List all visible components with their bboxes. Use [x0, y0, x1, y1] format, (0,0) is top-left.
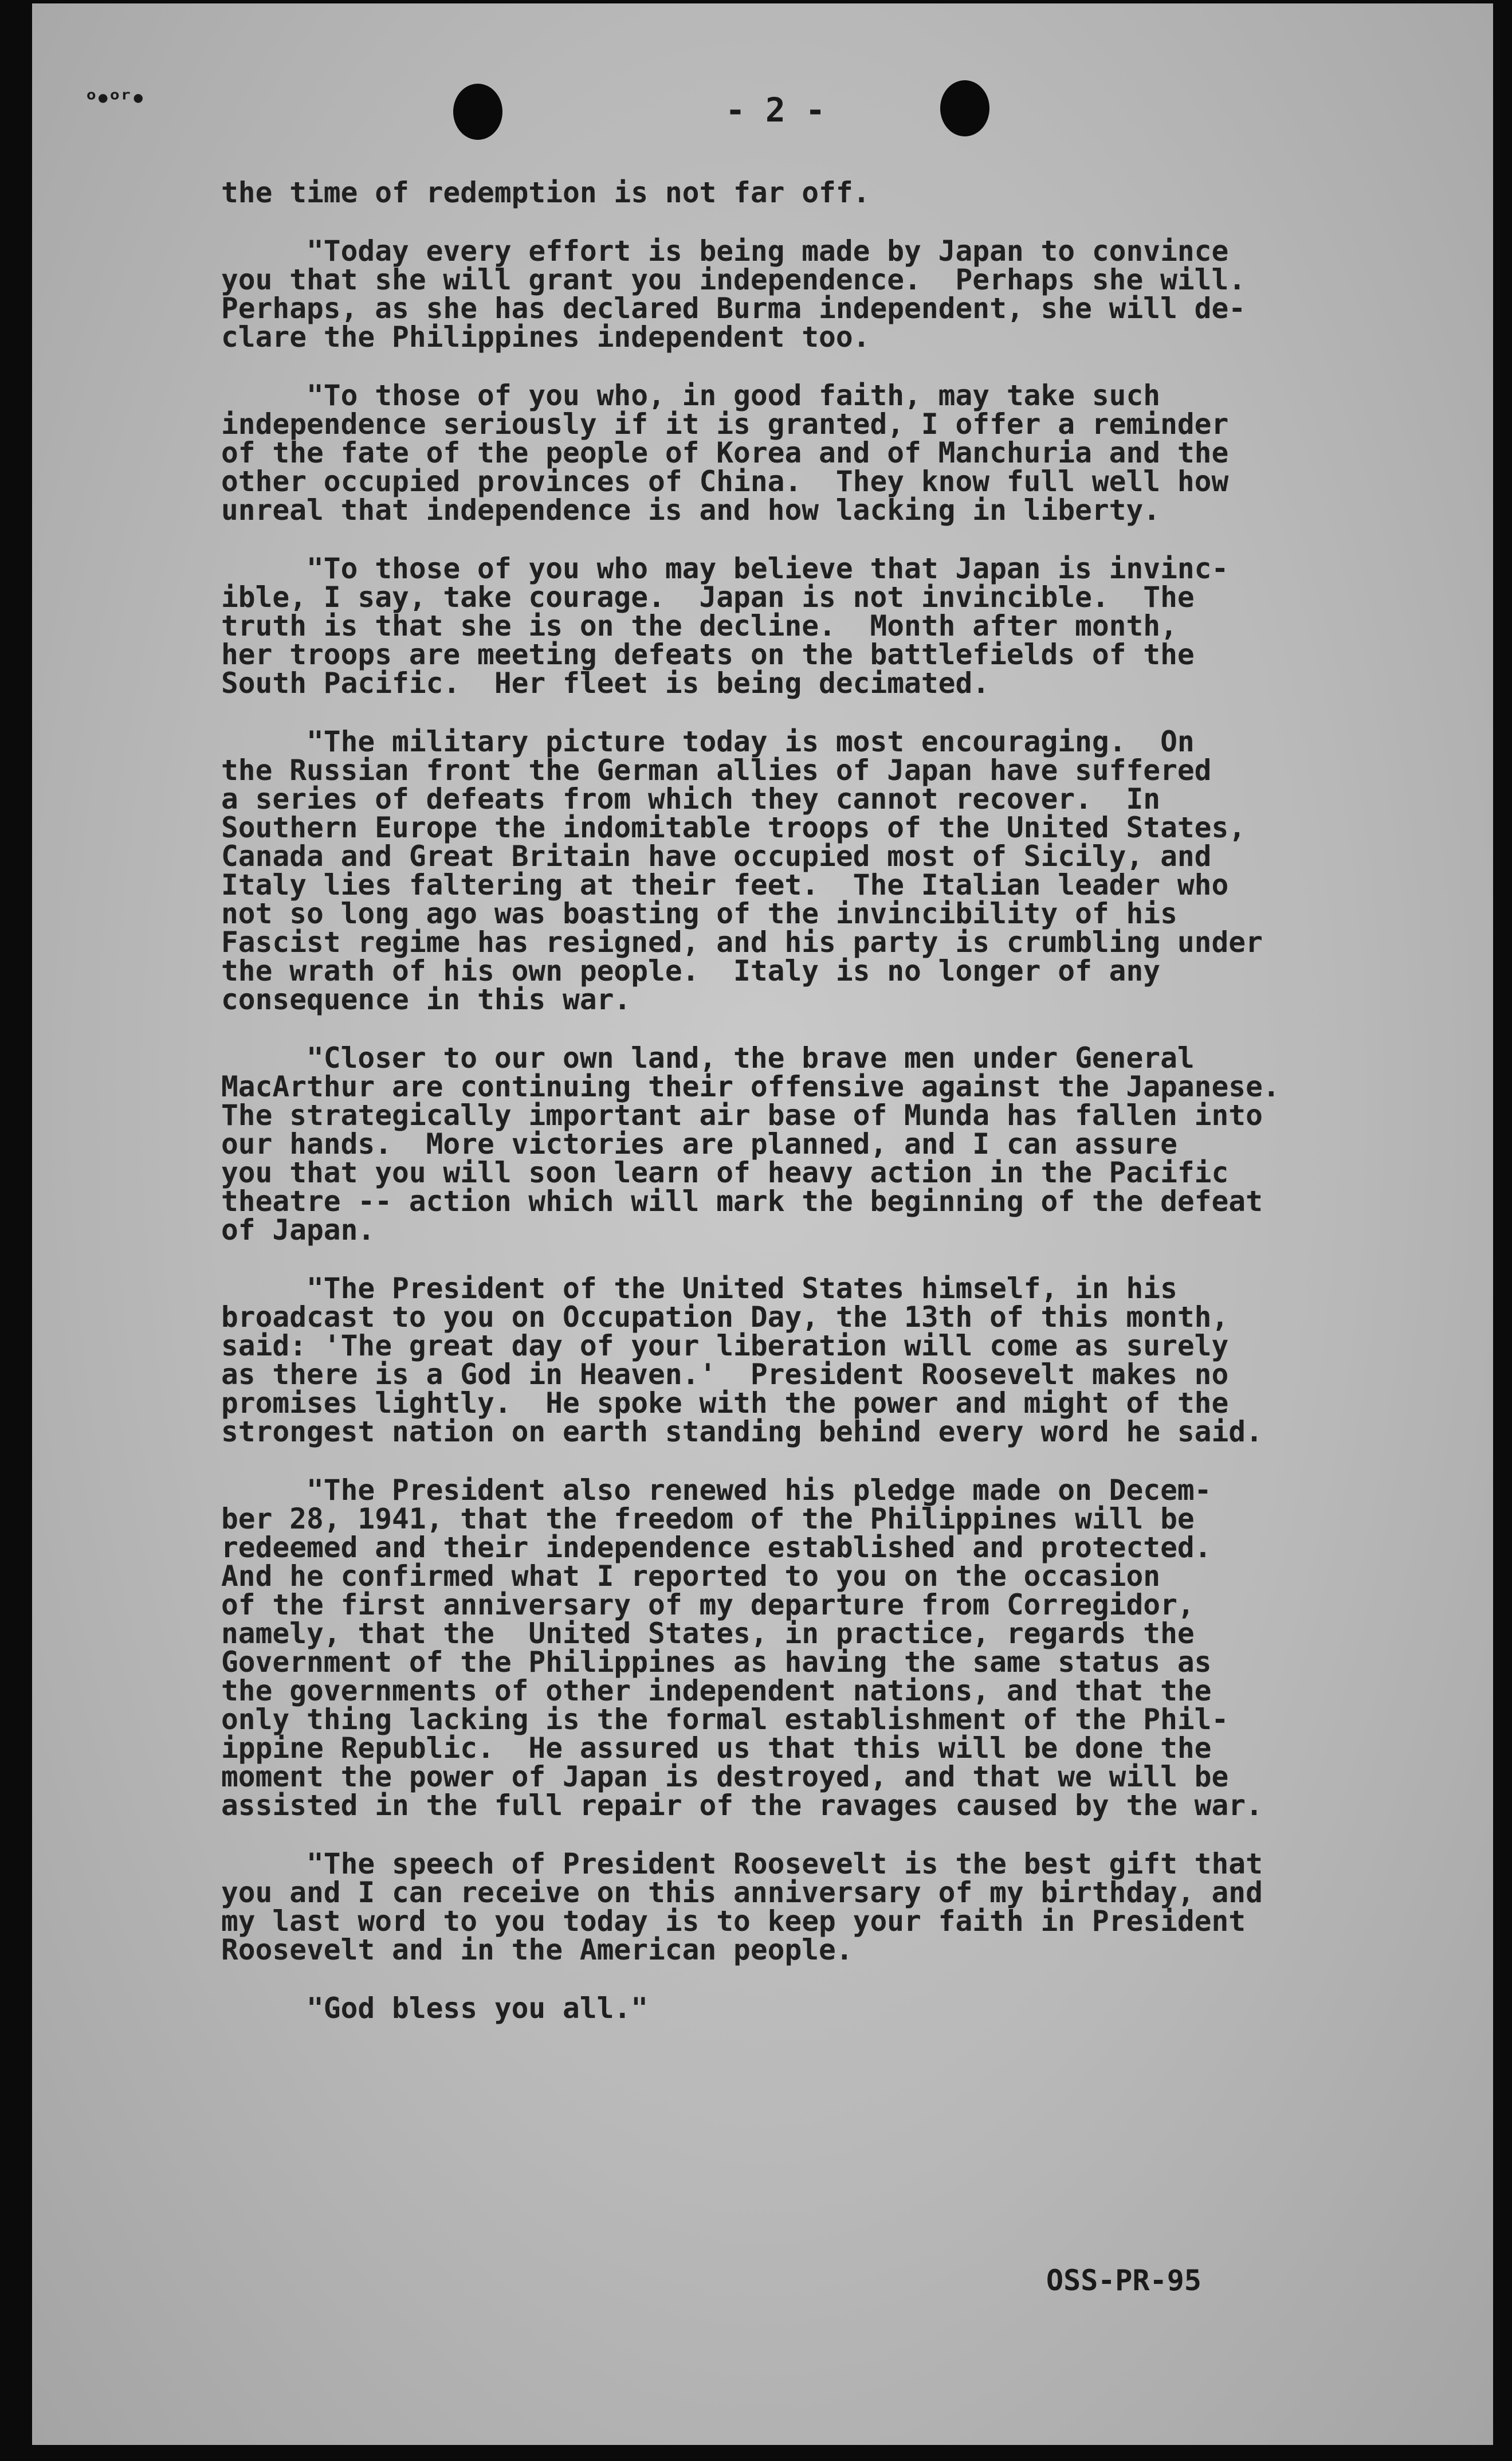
paragraph-3: "To those of you who, in good faith, may take such independence seriously if it is granted, I offer a reminder of the fate of the people of Korea and of Manchuria and the other occupied provinces of China. They know full well how unreal that independence is and how lacking in liberty.: [221, 379, 1229, 527]
paragraph-2: "Today every effort is being made by Japan to convince you that she will grant you independence. Perhaps she will. Perhaps, as she has declared Burma independent, she will de- clare the Philippines independent too.: [221, 234, 1246, 354]
paragraph-6: "Closer to our own land, the brave men under General MacArthur are continuing their offensive against the Japanese. The strategically important air base of Munda has fallen into our hands. More victories are planned, and I can assure you that you will soon learn of heavy action in the Pacific theatre -- action which will mark the beginning of the defeat of Japan.: [221, 1041, 1280, 1247]
paragraph-8: "The President also renewed his pledge made on Decem- ber 28, 1941, that the freedom of the Philippines will be redeemed and their independence established and protected. And he confirmed what I reported to you on the occasion of the first anniversary of my departure from Corregidor, namely, that the United States, in practice, regards the Government of the Philippines as having the same status as the governments of other independent nations, and that the only thing lacking is the formal establishment of the Phil- ippine Republic. He assured us that this will be done the moment the power of Japan is destroyed, and that we will be assisted in the full repair of the ravages caused by the war.: [221, 1474, 1263, 1822]
paragraph-7: "The President of the United States himself, in his broadcast to you on Occupation Day, the 13th of this month, said: 'The great day of your liberation will come as surely as there is a God in Heaven.' President Roosevelt makes no promises lightly. He spoke with the power and might of the strongest nation on earth standing behind every word he said.: [221, 1272, 1263, 1448]
body-text: [221, 178, 1379, 2052]
document-code: OSS-PR-95: [1046, 2264, 1201, 2297]
paragraph-5: "The military picture today is most encouraging. On the Russian front the German allies of Japan have suffered a series of defeats from which they cannot recover. In Southern Europe the indomitable troops of the United States, Canada and Great Britain have occupied most of Sicily, and Italy lies faltering at their feet. The Italian leader who not so long ago was boasting of the invincibility of his Fascist regime has resigned, and his party is crumbling under the wrath of his own people. Italy is no longer of any consequence in this war.: [221, 725, 1263, 1016]
punch-hole-left: [453, 84, 502, 140]
document-page: [32, 3, 1493, 2445]
corner-mark: ᵒ•ᵒʳ•: [84, 85, 143, 114]
paragraph-1: the time of redemption is not far off.: [221, 176, 870, 209]
punch-hole-right: [940, 80, 989, 136]
paragraph-9: "The speech of President Roosevelt is the best gift that you and I can receive on this anniversary of my birthday, and my last word to you today is to keep your faith in President Roosevelt and in the American people.: [221, 1847, 1263, 1966]
paragraph-10: "God bless you all.": [221, 1992, 649, 2025]
paragraph-4: "To those of you who may believe that Japan is invinc- ible, I say, take courage. Japan is not invincible. The truth is that she is on the decline. Month after month, her troops are meeting defeats on the battlefields of the South Pacific. Her fleet is being decimated.: [221, 552, 1229, 700]
page-number: - 2 -: [725, 91, 826, 130]
